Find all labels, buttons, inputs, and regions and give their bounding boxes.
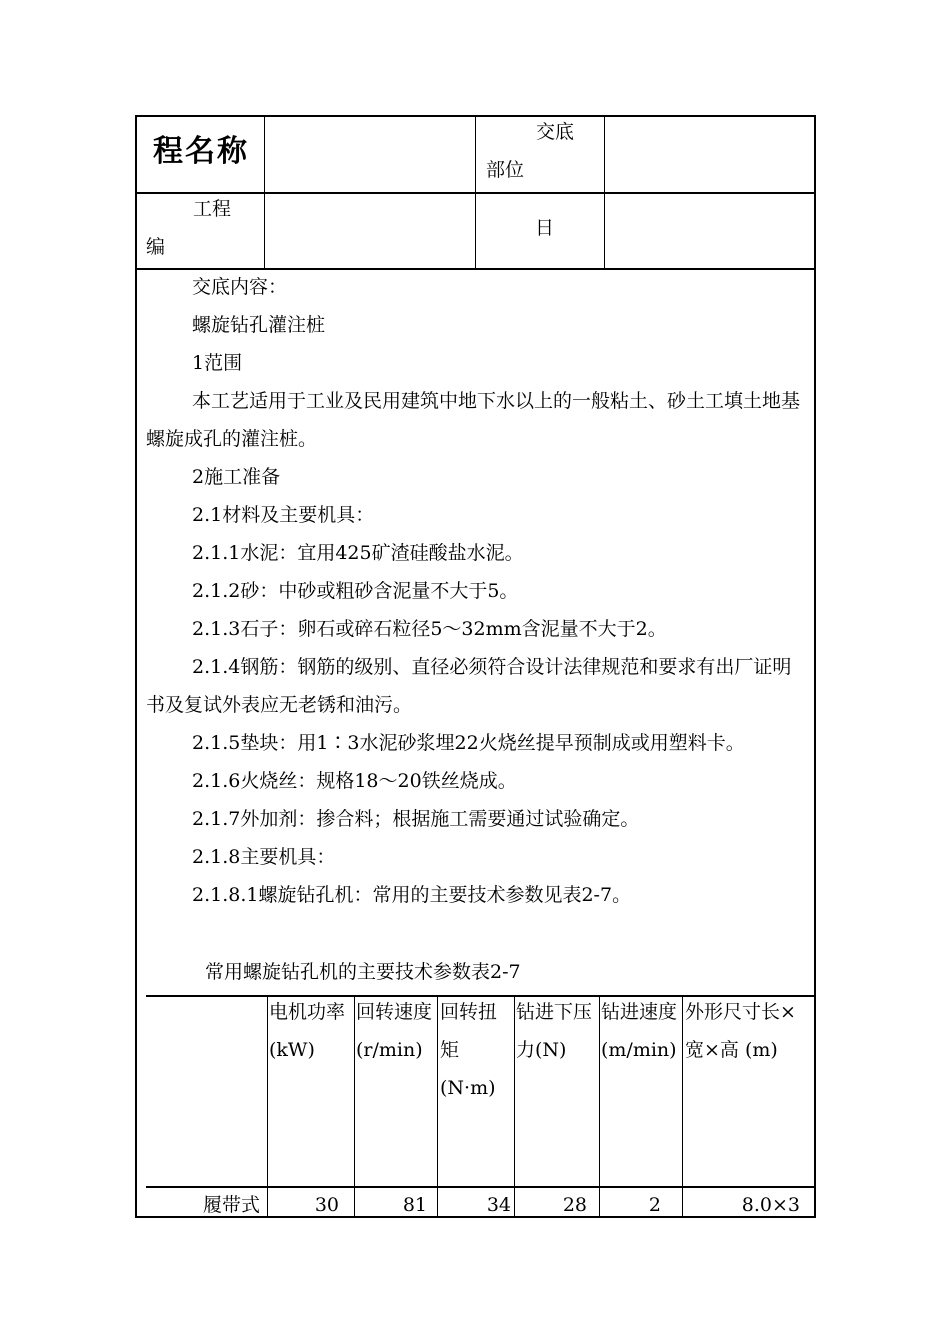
- table-col-divider-6: [682, 996, 683, 1218]
- section-2-1-2: 2.1.2砂：中砂或粗砂含泥量不大于5。: [192, 580, 519, 602]
- project-no-label-2: 编: [146, 236, 166, 258]
- table-col-divider-5: [599, 996, 600, 1218]
- section-1-text: 本工艺适用于工业及民用建筑中地下水以上的一般粘土、砂土工填土地基螺旋成孔的灌注桩。: [146, 390, 801, 450]
- section-2-1-3: 2.1.3石子：卵石或碎石粒径5～32mm含泥量不大于2。: [192, 618, 667, 640]
- section-2-1-4: 2.1.4钢筋：钢筋的级别、直径必须符合设计法律规范和要求有出厂证明书及复试外表应无老锈和油污。: [146, 656, 792, 716]
- section-2-1-1: 2.1.1水泥：宜用425矿渣硅酸盐水泥。: [192, 542, 524, 564]
- section-2-heading: 2施工准备: [192, 466, 281, 488]
- section-1-heading: 1范围: [192, 352, 243, 374]
- section-2-1-7: 2.1.7外加剂：掺合料；根据施工需要通过试验确定。: [192, 808, 640, 830]
- section-2-1-8-1: 2.1.8.1螺旋钻孔机：常用的主要技术参数见表2-7。: [192, 884, 632, 906]
- table-cell-rotation-speed: 81: [402, 1194, 427, 1216]
- disclosure-part-label-2: 部位: [486, 159, 525, 181]
- table-col-divider-4: [514, 996, 515, 1218]
- table-cell-torque: 34: [486, 1194, 511, 1216]
- table-cell-type: 履带式: [202, 1194, 260, 1216]
- section-2-1-5: 2.1.5垫块：用1∶3水泥砂浆埋22火烧丝提早预制成或用塑料卡。: [192, 732, 745, 754]
- table-header-down-pressure: 钻进下压力(N): [516, 1001, 593, 1061]
- content-title: 螺旋钻孔灌注桩: [192, 314, 326, 336]
- table-col-divider-2: [354, 996, 355, 1218]
- project-name-label: 程名称: [153, 134, 249, 169]
- disclosure-part-label: 交底: [536, 121, 575, 143]
- header-col-divider-1: [264, 116, 265, 269]
- date-label: 日: [535, 217, 555, 239]
- table-header-dimensions: 外形尺寸长×宽×高 (m): [685, 1001, 796, 1061]
- header-col-divider-2: [475, 116, 476, 269]
- table-col-divider-1: [267, 996, 268, 1218]
- table-caption: 常用螺旋钻孔机的主要技术参数表2-7: [205, 961, 521, 983]
- disclosure-content: [146, 268, 806, 914]
- header-col-divider-3: [604, 116, 605, 269]
- table-header-drill-speed: 钻进速度(m/min): [601, 1001, 678, 1061]
- content-heading: 交底内容：: [192, 276, 288, 298]
- section-2-1-6: 2.1.6火烧丝：规格18～20铁丝烧成。: [192, 770, 517, 792]
- table-cell-motor-power: 30: [314, 1194, 339, 1216]
- section-2-1: 2.1材料及主要机具：: [192, 504, 375, 526]
- table-col-divider-3: [437, 996, 438, 1218]
- table-header-torque: 回转扭矩(N·m): [440, 1001, 498, 1099]
- table-header-motor-power: 电机功率(kW): [269, 1001, 346, 1061]
- table-header-rotation-speed: 回转速度(r/min): [356, 1001, 433, 1061]
- section-2-1-8: 2.1.8主要机具：: [192, 846, 336, 868]
- table-cell-dimensions: 8.0×3: [741, 1194, 800, 1216]
- table-cell-drill-speed: 2: [648, 1194, 661, 1216]
- table-cell-down-pressure: 28: [562, 1194, 587, 1216]
- project-no-label: 工程: [193, 198, 232, 220]
